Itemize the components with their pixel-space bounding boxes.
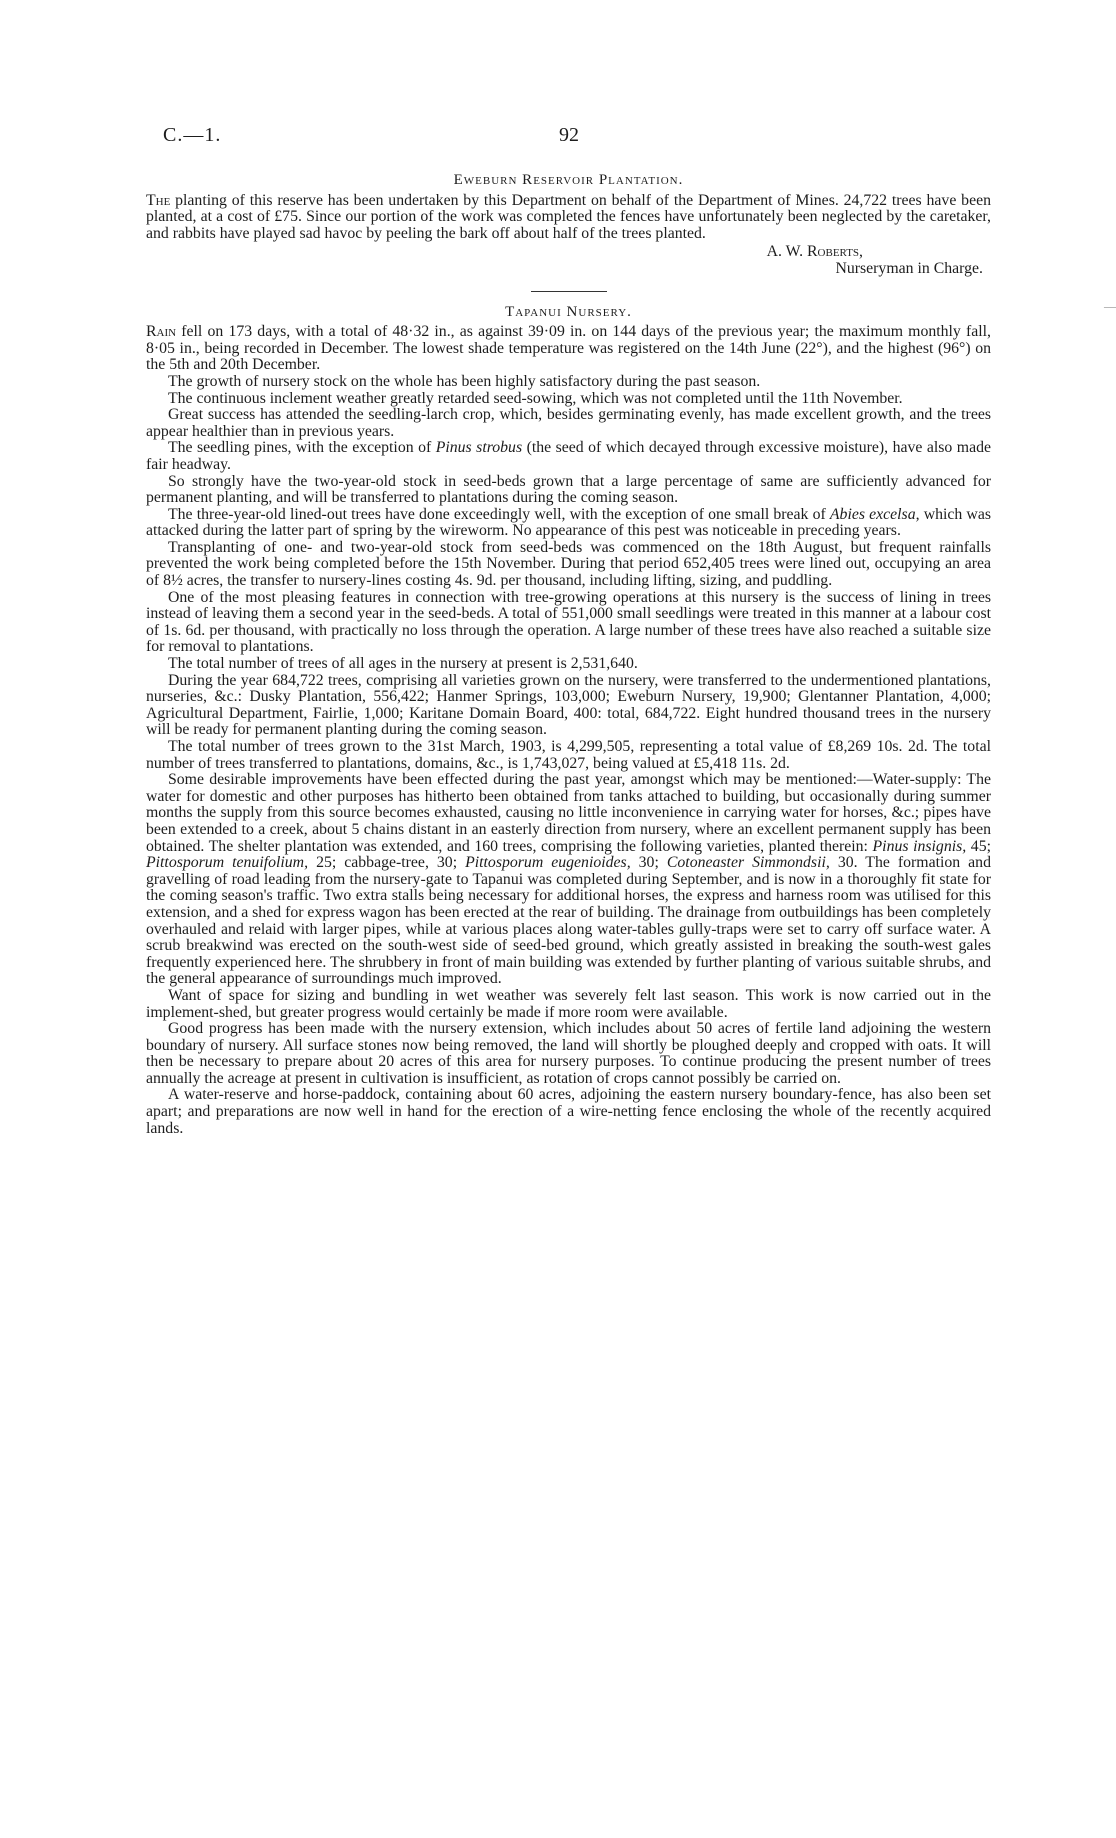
paragraph-total-trees: The total number of trees of all ages in the nursery at present is 2,531,640.: [168, 655, 638, 673]
paragraph-rainfall: Rain fell on 173 days, with a total of 48·32 in., as against 39·09 in. on 144 days of the previous year; the maximum monthly fall, 8·05 in., being recorded in December. The lowest shade temperature was registered on the 14th June (22°), and the highest (96°) on the 5th and 20th December.: [146, 323, 991, 374]
signature-name: A. W. Roberts,: [766, 243, 863, 261]
paragraph-lining-in: One of the most pleasing features in connection with tree-growing operations at this nursery is the success of lining in trees instead of leaving them a second year in the seed-beds. A total of 551,000 small seedlings were treated in this manner at a labour cost of 1s. 6d. per thousand, with practically no loss through the operation. A large number of these trees have also reached a suitable size for removal to plantations.: [146, 588, 991, 656]
page-header: [163, 124, 993, 154]
paragraph-three-year-trees: The three-year-old lined-out trees have done exceedingly well, with the exception of one small break of Abies excelsa, which was attacked during the latter part of spring by the wireworm. No appearance of this pest was noticeable in preceding years.: [146, 505, 991, 540]
paragraph-space: Want of space for sizing and bundling in wet weather was severely felt last season. This work is now carried out in the implement-shed, but greater progress would certainly be made if more room were available.: [146, 986, 991, 1021]
paragraph-weather: The continuous inclement weather greatly retarded seed-sowing, which was not completed until the 11th November.: [168, 389, 903, 407]
eweburn-paragraph: The planting of this reserve has been undertaken by this Department on behalf of the Department of Mines. 24,722 trees have been planted, at a cost of £75. Since our portion of the work was completed the fences have unfortunately been neglected by the caretaker, and rabbits have played sad havoc by peeling the bark off about half of the trees planted.: [146, 191, 991, 242]
paragraph-pines: The seedling pines, with the exception of Pinus strobus (the seed of which decayed through excessive moisture), have also made fair headway.: [146, 439, 991, 473]
paragraph-totals-to-date: The total number of trees grown to the 31st March, 1903, is 4,299,505, representing a total value of £8,269 10s. 2d. The total number of trees transferred to plantations, domains, &c., is 1,743,027, being valued at £5,418 11s. 2d.: [146, 738, 991, 772]
signature-block: [146, 244, 991, 277]
margin-mark: —: [1104, 299, 1116, 313]
signature-role: Nurseryman in Charge.: [835, 259, 983, 277]
tapanui-section-title: Tapanui Nursery.: [505, 303, 632, 320]
section-divider: [531, 291, 607, 292]
paragraph-two-year-stock: So strongly have the two-year-old stock in seed-beds grown that a large percentage of same are sufficiently advanced for permanent planting, and will be transferred to plantations during the coming season.: [146, 472, 991, 507]
paragraph-transplanting: Transplanting of one- and two-year-old stock from seed-beds was commenced on the 18th August, but frequent rainfalls prevented the work being completed before the 15th November. During that period 652,405 trees were lined out, occupying an area of 8½ acres, the transfer to nursery-lines costing 4s. 9d. per thousand, including lifting, sizing, and puddling.: [146, 538, 991, 590]
paragraph-improvements: Some desirable improvements have been effected during the past year, amongst which may be mentioned:—Water-supply: The water for domestic and other purposes has hitherto been obtained from tanks attached to building, but occasionally during summer months the supply from this source becomes exhausted, causing no little inconvenience in carrying water for horses, &c.; pipes have been extended to a creek, about 5 chains distant in an easterly direction from nursery, where an excellent permanent supply has been obtained. The shelter plantation was extended, and 160 trees, comprising the following varieties, planted therein: Pinus insignis, 45; Pittosporum tenuifolium, 25; cabbage-tree, 30; Pittosporum eugenioides, 30; Cotoneaster Simmondsii, 30. The formation and gravelling of road leading from the nursery-gate to Tapanui was completed during September, and is now in a thoroughly fit state for the coming season's traffic. Two extra stalls being necessary for additional horses, the express and harness room was utilised for this extension, and a shed for express wagon has been erected at the rear of building. The drainage from outbuildings has been completely overhauled and relaid with larger pipes, while at various places along water-tables gully-traps were set to carry off surface water. A scrub breakwind was erected on the south-west side of seed-bed ground, which greatly assisted in breaking the south-west gales frequently experienced here. The shrubbery in front of main building was extended by further planting of various suitable shrubs, and the general appearance of surroundings much improved.: [146, 771, 992, 988]
eweburn-section-title: Eweburn Reservoir Plantation.: [453, 172, 684, 188]
paragraph-extension: Good progress has been made with the nursery extension, which includes about 50 acres of fertile land adjoining the western boundary of nursery. All surface stones now being removed, the land will shortly be ploughed deeply and cropped with oats. It will then be necessary to prepare about 20 acres of this area for nursery purposes. To continue producing the present number of trees annually the acreage at present in cultivation is insufficient, as rotation of crops cannot possibly be carried on.: [146, 1020, 991, 1087]
paragraph-water-reserve: A water-reserve and horse-paddock, containing about 60 acres, adjoining the eastern nursery boundary-fence, has also been set apart; and preparations are now well in hand for the erection of a wire-netting fence enclosing the whole of the recently acquired lands.: [146, 1086, 991, 1137]
page-number: 92: [559, 124, 579, 146]
document-reference: C.—1.: [163, 124, 222, 146]
paragraph-transfers: During the year 684,722 trees, comprising all varieties grown on the nursery, were transferred to the undermentioned plantations, nurseries, &c.: Dusky Plantation, 556,422; Hanmer Springs, 103,000; Eweburn Nursery, 19,900; Glentanner Plantation, 4,000; Agricultural Department, Fairlie, 1,000; Karitane Domain Board, 400: total, 684,722. Eight hundred thousand trees in the nursery will be ready for permanent planting during the coming season.: [146, 671, 991, 739]
paragraph-larch: Great success has attended the seedling-larch crop, which, besides germinating evenly, has made excellent growth, and the trees appear healthier than in previous years.: [146, 406, 991, 440]
paragraph-growth: The growth of nursery stock on the whole has been highly satisfactory during the past season.: [168, 372, 761, 390]
page-body: [146, 172, 991, 1137]
